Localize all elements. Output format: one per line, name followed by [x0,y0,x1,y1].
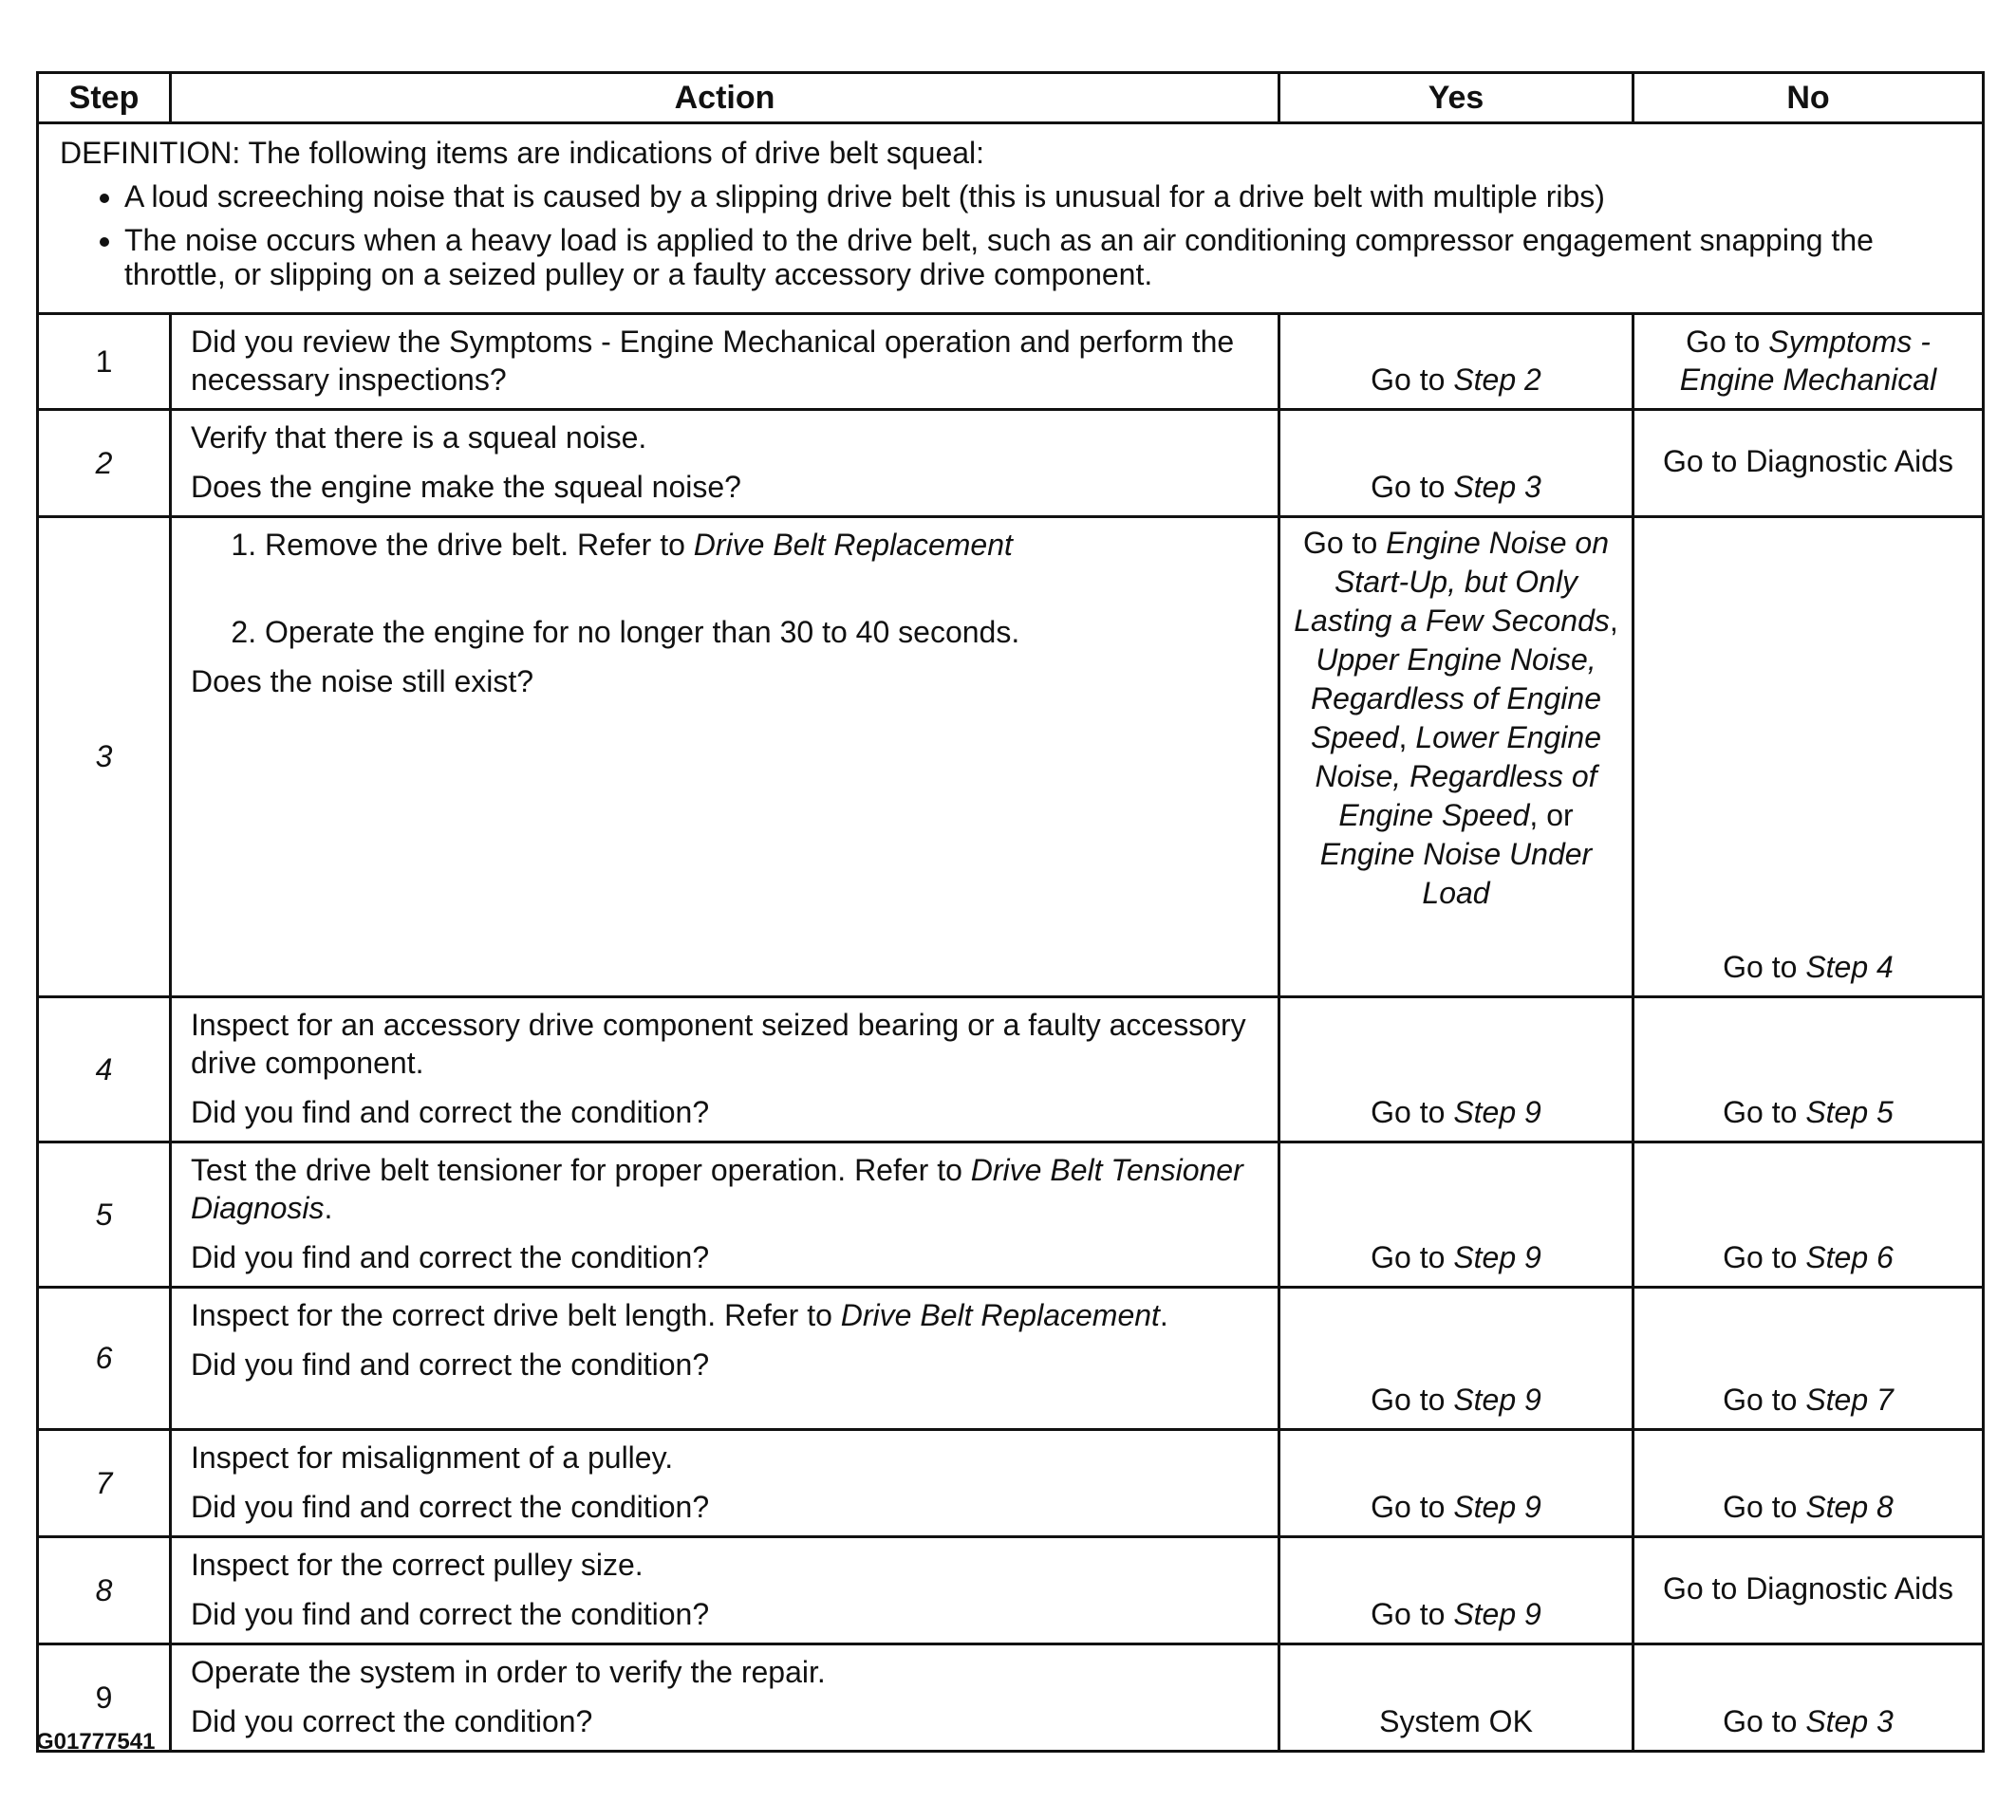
yes-prefix: Go to [1371,1490,1454,1524]
action-text-lead: Test the drive belt tensioner for proper operation. Refer to [191,1153,971,1187]
action-text: Did you review the Symptoms - Engine Mechanical operation and perform the necessary inspections? [191,325,1235,397]
step-number: 1 [38,314,171,410]
substep-text: Operate the engine for no longer than 30 to 40 seconds. [265,615,1020,649]
action-text: Inspect for the correct pulley size. [191,1548,644,1582]
action-question: Did you correct the condition? [191,1704,593,1738]
substep-link[interactable]: Drive Belt Replacement [693,528,1013,562]
action-cell [171,1644,1279,1752]
yes-separator: , [1609,604,1618,638]
no-cell [1633,517,1984,997]
yes-cell [1279,1537,1633,1644]
yes-link[interactable]: Step 9 [1453,1597,1541,1631]
no-prefix: Go to [1723,1095,1806,1129]
action-cell [171,314,1279,410]
table-row [38,1288,1984,1430]
header-action: Action [171,73,1279,123]
action-cell [171,410,1279,517]
action-question: Did you find and correct the condition? [191,1240,710,1274]
yes-link[interactable]: Upper Engine Noise, Regardless of Engine Speed [1311,642,1601,754]
yes-link[interactable]: Step 9 [1453,1095,1541,1129]
yes-link[interactable]: Step 9 [1453,1383,1541,1417]
step-number: 8 [38,1537,171,1644]
action-cell [171,517,1279,997]
action-text [191,1296,1259,1334]
header-no: No [1633,73,1984,123]
definition-item: • The noise occurs when a heavy load is applied to the drive belt, such as an air conditioning compressor engagement snapping the throttle, or slipping on a seized pulley or a faulty accessory drive component. [124,223,1961,291]
no-prefix: Go to [1686,325,1769,359]
header-yes: Yes [1279,73,1633,123]
no-link[interactable]: Step 5 [1805,1095,1894,1129]
action-question: Did you find and correct the condition? [191,1347,710,1382]
no-text: Go to Diagnostic Aids [1663,1571,1953,1606]
yes-link[interactable]: Step 9 [1453,1240,1541,1274]
definition-item: • A loud screeching noise that is caused by a slipping drive belt (this is unusual for a drive belt with multiple ribs) [124,179,1961,214]
header-step: Step [38,73,171,123]
action-text: Inspect for misalignment of a pulley. [191,1440,674,1475]
yes-cell [1279,314,1633,410]
definition-cell [38,123,1984,314]
step-number: 3 [38,517,171,997]
no-link[interactable]: Step 6 [1805,1240,1894,1274]
no-prefix: Go to [1723,1383,1806,1417]
table-row [38,314,1984,410]
action-substep [265,526,1259,564]
no-cell [1633,1288,1984,1430]
action-substep [265,613,1259,651]
definition-intro: DEFINITION: The following items are indications of drive belt squeal: [60,136,985,170]
action-question: Does the engine make the squeal noise? [191,470,741,504]
diagnostic-table [36,71,1985,1753]
action-text-tail: . [324,1191,333,1225]
figure-code: G01777541 [36,1729,156,1755]
yes-link[interactable]: Step 3 [1453,470,1541,504]
yes-cell [1279,997,1633,1142]
action-text: Verify that there is a squeal noise. [191,420,647,455]
yes-cell [1279,1430,1633,1537]
no-cell [1633,1537,1984,1644]
action-cell [171,1288,1279,1430]
action-text-lead: Inspect for the correct drive belt length. Refer to [191,1298,841,1332]
step-number: 2 [38,410,171,517]
no-prefix: Go to [1723,1490,1806,1524]
step-number: 7 [38,1430,171,1537]
yes-link[interactable]: Step 2 [1453,362,1541,397]
yes-separator: , or [1529,798,1574,832]
yes-link[interactable]: Engine Noise on Start-Up, but Only Lasting a Few Seconds [1294,526,1610,638]
step-number: 5 [38,1142,171,1288]
yes-link[interactable]: Lower Engine Noise, Regardless of Engine Speed [1315,720,1601,832]
no-prefix: Go to [1723,1240,1806,1274]
no-cell [1633,997,1984,1142]
yes-cell [1279,1644,1633,1752]
table-row [38,1430,1984,1537]
substep-text: Remove the drive belt. Refer to [265,528,694,562]
no-link[interactable]: Step 4 [1805,950,1894,984]
yes-link[interactable]: Engine Noise Under Load [1319,837,1593,910]
yes-link[interactable]: Step 9 [1453,1490,1541,1524]
no-link[interactable]: Symptoms - Engine Mechanical [1679,325,1937,397]
yes-separator: , [1398,720,1416,754]
action-link[interactable]: Drive Belt Tensioner Diagnosis [191,1153,1243,1225]
yes-cell [1279,1288,1633,1430]
table-row [38,410,1984,517]
action-cell [171,1430,1279,1537]
yes-prefix: Go to [1371,470,1454,504]
action-cell [171,997,1279,1142]
no-prefix: Go to [1723,1704,1806,1738]
yes-cell [1279,1142,1633,1288]
no-cell [1633,314,1984,410]
action-question: Did you find and correct the condition? [191,1490,710,1524]
step-number: 6 [38,1288,171,1430]
no-cell [1633,1430,1984,1537]
action-cell [171,1537,1279,1644]
no-cell [1633,410,1984,517]
action-text [191,1151,1259,1227]
action-question: Does the noise still exist? [191,664,534,698]
yes-cell [1279,410,1633,517]
no-text: Go to Diagnostic Aids [1663,444,1953,478]
yes-prefix: Go to [1371,1383,1454,1417]
yes-text: System OK [1379,1704,1533,1738]
table-row [38,1644,1984,1752]
action-text-tail: . [1159,1298,1168,1332]
no-cell [1633,1644,1984,1752]
action-question: Did you find and correct the condition? [191,1597,710,1631]
definition-row [38,123,1984,314]
table-row [38,1142,1984,1288]
action-link[interactable]: Drive Belt Replacement [840,1298,1160,1332]
no-link[interactable]: Step 8 [1805,1490,1894,1524]
no-link[interactable]: Step 3 [1805,1704,1894,1738]
header-row [38,73,1984,123]
no-link[interactable]: Step 7 [1805,1383,1894,1417]
yes-cell [1279,517,1633,997]
step-number: 9 [38,1644,171,1752]
yes-prefix: Go to [1371,1240,1454,1274]
step-number: 4 [38,997,171,1142]
no-cell [1633,1142,1984,1288]
table-row [38,997,1984,1142]
action-text: Operate the system in order to verify the repair. [191,1655,826,1689]
table-row [38,1537,1984,1644]
action-question: Did you find and correct the condition? [191,1095,710,1129]
yes-prefix: Go to [1303,526,1387,560]
table-row [38,517,1984,997]
yes-prefix: Go to [1371,1095,1454,1129]
yes-prefix: Go to [1371,1597,1454,1631]
action-cell [171,1142,1279,1288]
definition-list [60,179,1961,291]
no-prefix: Go to [1723,950,1806,984]
action-steps-list [191,526,1259,651]
action-text: Inspect for an accessory drive component seized bearing or a faulty accessory drive component. [191,1008,1246,1080]
yes-prefix: Go to [1371,362,1454,397]
